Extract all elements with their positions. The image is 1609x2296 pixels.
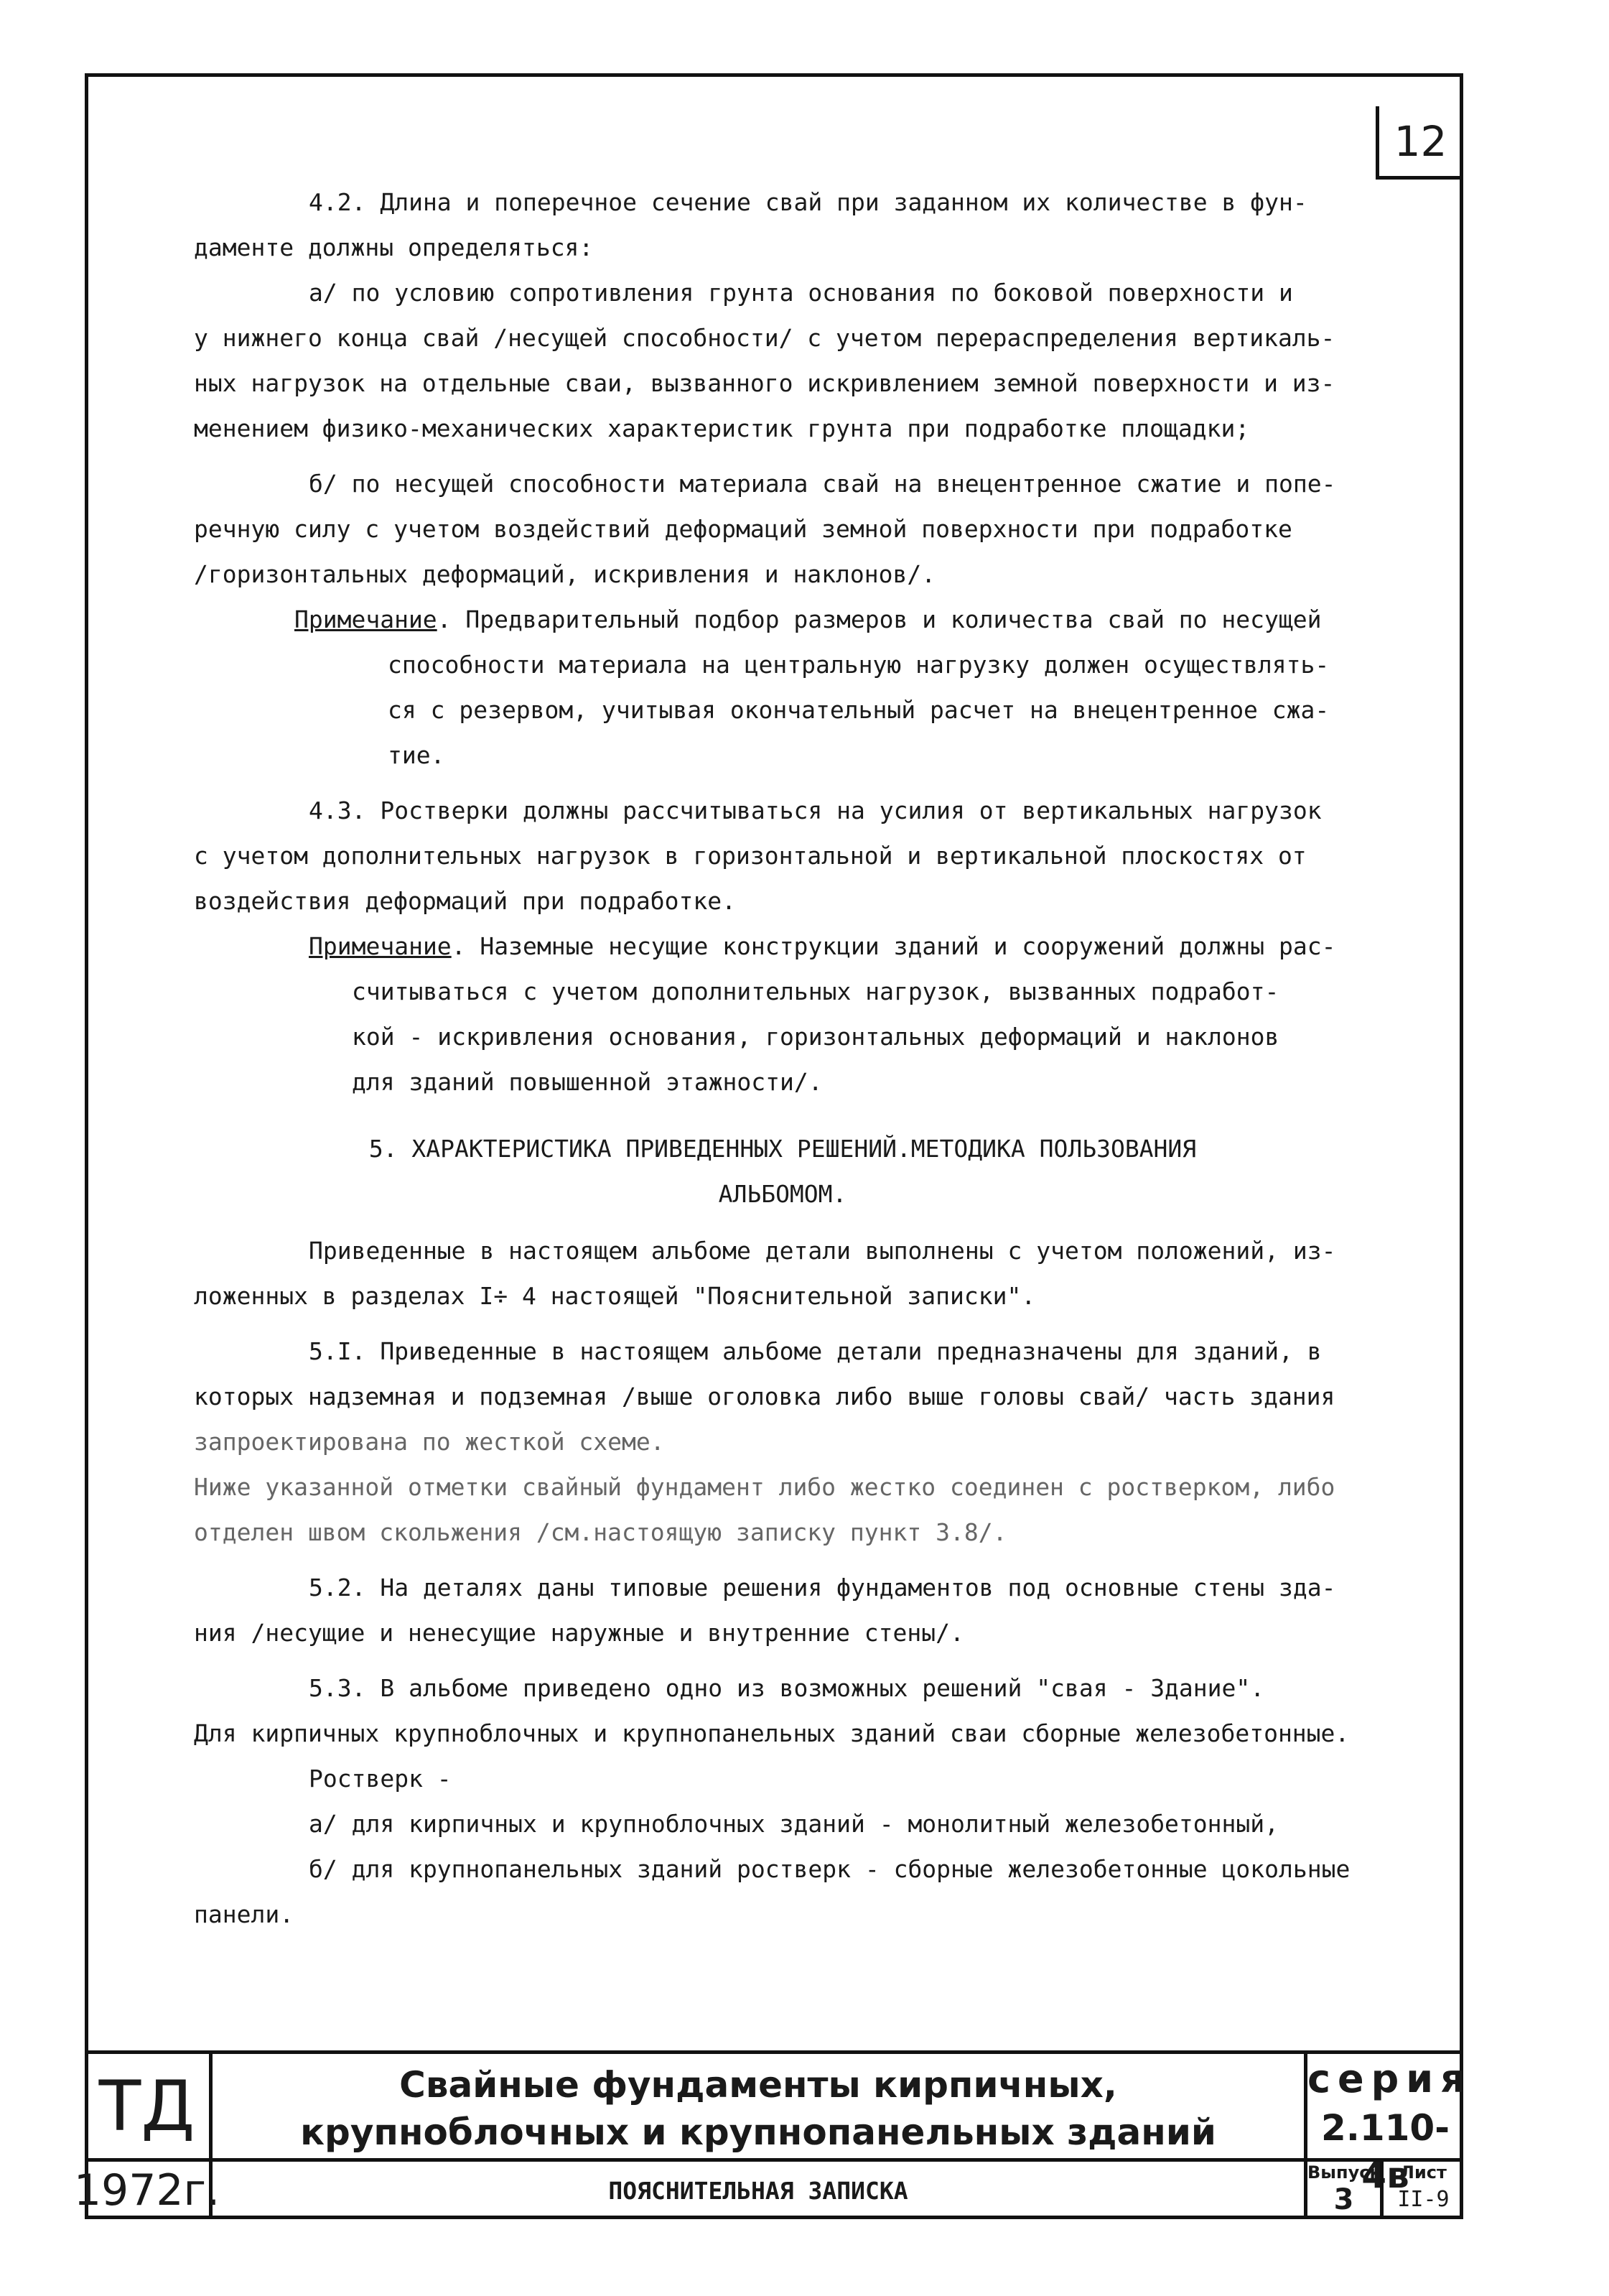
text-line: у нижнего конца свай /несущей способности/ с учетом перераспределения вертикаль- xyxy=(194,324,1335,352)
note-line: для зданий повышенной этажности/. xyxy=(352,1068,823,1096)
document-body xyxy=(194,180,1371,1937)
text-line: 5.3. В альбоме приведено одно из возможных решений "свая - Здание". xyxy=(309,1674,1265,1702)
text-line: Ниже указанной отметки свайный фундамент либо жестко соединен с ростверком, либо xyxy=(194,1473,1335,1501)
text-line: б/ для крупнопанельных зданий ростверк - сборные железобетонные цокольные xyxy=(309,1855,1351,1883)
text-line: 4.2. Длина и поперечное сечение свай при заданном их количестве в фун- xyxy=(309,188,1307,216)
drawing-subtitle: ПОЯСНИТЕЛЬНАЯ ЗАПИСКА xyxy=(608,2176,908,2205)
text-line: запроектирована по жесткой схеме. xyxy=(194,1428,665,1456)
text-line: панели. xyxy=(194,1900,294,1928)
text-line: с учетом дополнительных нагрузок в горизонтальной и вертикальной плоскостях от xyxy=(194,842,1307,870)
text-line: Ростверк - xyxy=(309,1765,452,1793)
issue-label: Выпуск xyxy=(1307,2162,1381,2183)
page-number: 12 xyxy=(1376,106,1462,180)
note-label: Примечание xyxy=(294,605,437,633)
text-line: 5.I. Приведенные в настоящем альбоме детали предназначены для зданий, в xyxy=(309,1337,1322,1365)
text-line: 5.2. На деталях даны типовые решения фундаментов под основные стены зда- xyxy=(309,1574,1336,1602)
note-label: Примечание xyxy=(309,932,452,960)
sheet-box xyxy=(1384,2162,1463,2219)
text-line: /горизонтальных деформаций, искривления и наклонов/. xyxy=(194,560,936,588)
note-line: кой - искривления основания, горизонтальных деформаций и наклонов xyxy=(352,1023,1279,1051)
note-line: ся с резервом, учитывая окончательный расчет на внецентренное сжа- xyxy=(388,696,1330,724)
note-line: Примечание. Наземные несущие конструкции зданий и сооружений должны рас- xyxy=(309,932,1336,960)
series-value: 2.110-4в xyxy=(1321,2107,1450,2196)
note-line: способности материала на центральную нагрузку должен осуществлять- xyxy=(388,651,1330,679)
text-line: воздействия деформаций при подработке. xyxy=(194,887,736,915)
sheet-value: II-9 xyxy=(1397,2187,1450,2212)
text-line: отделен швом скольжения /см.настоящую записку пункт 3.8/. xyxy=(194,1518,1007,1546)
text-line: б/ по несущей способности материала свай на внецентренное сжатие и попе- xyxy=(309,470,1336,498)
year: 1972г. xyxy=(85,2162,213,2219)
section-title: 5. ХАРАКТЕРИСТИКА ПРИВЕДЕННЫХ РЕШЕНИЙ.МЕТОДИКА ПОЛЬЗОВАНИЯ АЛЬБОМОМ. xyxy=(368,1135,1197,1208)
text-line: а/ по условию сопротивления грунта основания по боковой поверхности и xyxy=(309,279,1293,307)
drawing-title: Свайные фундаменты кирпичных, крупноблочных и крупнопанельных зданий xyxy=(213,2054,1304,2162)
text-line: даменте должны определяться: xyxy=(194,233,594,261)
issue-value: 3 xyxy=(1333,2183,1354,2216)
series-label: серия xyxy=(1307,2056,1473,2101)
note-line: Примечание. Предварительный подбор размеров и количества свай по несущей xyxy=(294,605,1322,633)
text-line: ния /несущие и ненесущие наружные и внутренние стены/. xyxy=(194,1619,964,1647)
org-code: ТД xyxy=(85,2054,213,2162)
issue-box xyxy=(1304,2162,1384,2219)
sheet-label: Лист xyxy=(1400,2162,1447,2183)
text-line: которых надземная и подземная /выше оголовка либо выше головы свай/ часть здания xyxy=(194,1382,1335,1410)
text-line: Для кирпичных крупноблочных и крупнопанельных зданий сваи сборные железобетонные. xyxy=(194,1719,1350,1747)
text-line: менением физико-механических характеристик грунта при подработке площадки; xyxy=(194,414,1250,442)
text-line: Приведенные в настоящем альбоме детали выполнены с учетом положений, из- xyxy=(309,1237,1336,1265)
text-line: ложенных в разделах I÷ 4 настоящей "Пояснительной записки". xyxy=(194,1282,1036,1310)
note-line: считываться с учетом дополнительных нагрузок, вызванных подработ- xyxy=(352,977,1279,1005)
text-line: ных нагрузок на отдельные сваи, вызванного искривлением земной поверхности и из- xyxy=(194,369,1335,397)
text-line: а/ для кирпичных и крупноблочных зданий - монолитный железобетонный, xyxy=(309,1810,1279,1838)
title-block xyxy=(73,2050,1473,2219)
note-line: тие. xyxy=(388,741,445,769)
text-line: речную силу с учетом воздействий деформаций земной поверхности при подработке xyxy=(194,515,1292,543)
text-line: 4.3. Ростверки должны рассчитываться на усилия от вертикальных нагрузок xyxy=(309,796,1322,824)
